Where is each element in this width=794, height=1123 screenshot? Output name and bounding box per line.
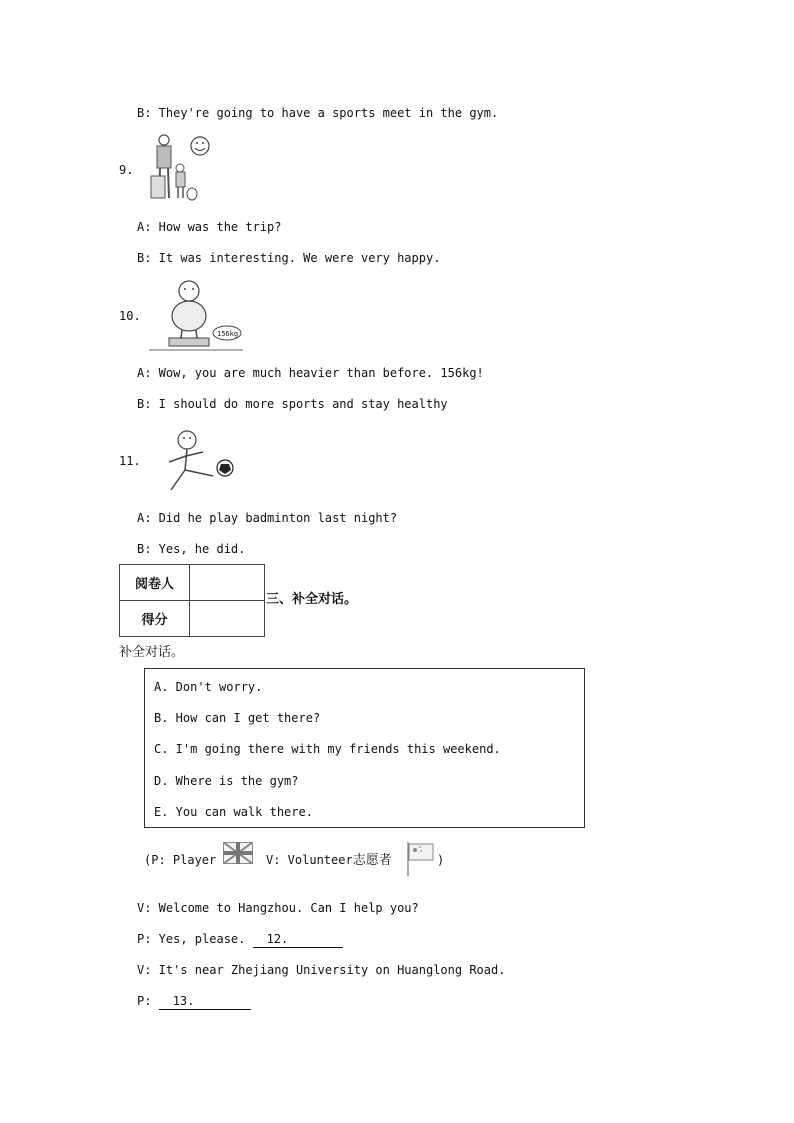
- options-box: [144, 668, 585, 828]
- section-3-instruction: 补全对话。: [119, 645, 185, 660]
- reviewer-label: 阅卷人: [120, 565, 190, 601]
- dialogue-p1: [137, 931, 343, 948]
- blank-12[interactable]: 12.: [253, 931, 343, 948]
- role-close: ): [437, 853, 445, 867]
- role-player: (P: Player: [144, 853, 217, 867]
- scale-reading: 156kg: [217, 330, 239, 338]
- section-3-title: 三、补全对话。: [266, 592, 358, 607]
- football-kick-illustration: [147, 424, 243, 496]
- blank-13[interactable]: 13.: [159, 993, 251, 1010]
- dialogue-v2: V: It's near Zhejiang University on Huanglong Road.: [137, 963, 506, 977]
- score-cell[interactable]: [190, 601, 265, 637]
- scale-weighing-illustration: [147, 278, 245, 352]
- question-number-10: 10.: [119, 309, 141, 323]
- option-a: A. Don't worry.: [154, 680, 263, 694]
- role-volunteer: [266, 852, 392, 869]
- question-9-line-a: A: How was the trip?: [137, 220, 282, 234]
- china-flag-icon: [407, 842, 435, 876]
- question-11-line-a: A: Did he play badminton last night?: [137, 511, 398, 525]
- answer-b-8: B: They're going to have a sports meet in the gym.: [137, 106, 499, 120]
- question-number-11: 11.: [119, 454, 141, 468]
- score-table: [119, 564, 265, 637]
- question-11-line-b: B: Yes, he did.: [137, 542, 246, 556]
- option-d: D. Where is the gym?: [154, 774, 299, 788]
- option-c: C. I'm going there with my friends this weekend.: [154, 742, 501, 756]
- question-9-line-b: B: It was interesting. We were very happy.: [137, 251, 441, 265]
- score-label: 得分: [120, 601, 190, 637]
- reviewer-cell[interactable]: [190, 565, 265, 601]
- option-b: B. How can I get there?: [154, 711, 321, 725]
- role-volunteer-en: V: Volunteer: [266, 853, 353, 867]
- dialogue-p2: [137, 993, 251, 1010]
- dialogue-v1: V: Welcome to Hangzhou. Can I help you?: [137, 901, 419, 915]
- travel-family-illustration: [147, 132, 222, 204]
- role-volunteer-cn: 志愿者: [352, 853, 392, 868]
- option-e: E. You can walk there.: [154, 805, 313, 819]
- question-10-line-b: B: I should do more sports and stay healthy: [137, 397, 448, 411]
- dialogue-p1-text: P: Yes, please.: [137, 932, 253, 946]
- question-number-9: 9.: [119, 163, 134, 177]
- dialogue-p2-text: P:: [137, 994, 159, 1008]
- uk-flag-icon: [223, 842, 253, 864]
- question-10-line-a: A: Wow, you are much heavier than before. 156kg!: [137, 366, 484, 380]
